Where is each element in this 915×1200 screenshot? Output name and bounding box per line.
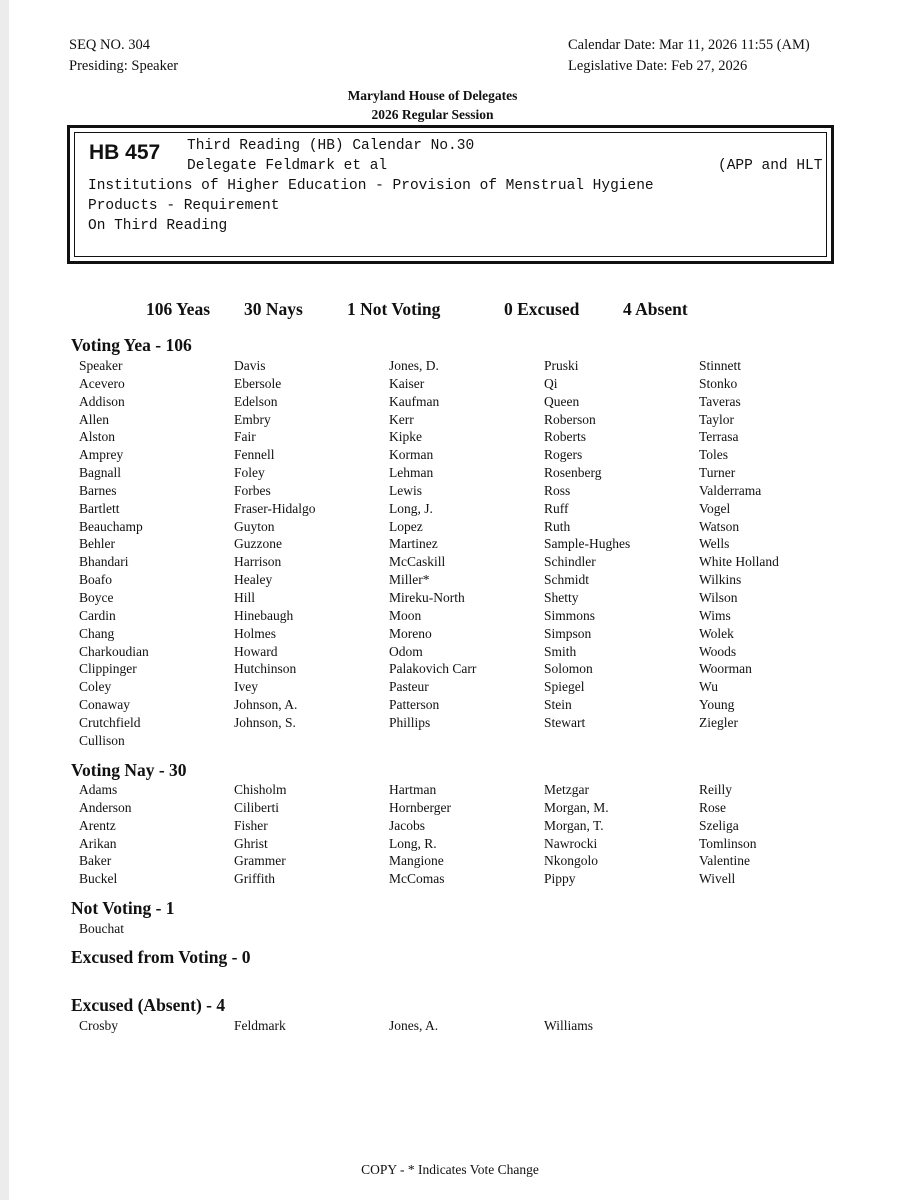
member-name: Chang	[79, 625, 115, 641]
member-name: Long, R.	[389, 835, 437, 851]
member-name: Jacobs	[389, 817, 425, 833]
yea-heading: Voting Yea - 106	[71, 335, 192, 355]
member-name: Rogers	[544, 447, 583, 463]
member-name: Feldmark	[234, 1018, 286, 1033]
legislative-date: Legislative Date: Feb 27, 2026	[568, 58, 748, 74]
member-name: Terrasa	[699, 429, 739, 445]
member-name: Charkoudian	[79, 643, 149, 659]
member-name: Bouchat	[79, 921, 124, 936]
member-name: Addison	[79, 393, 125, 409]
motion: On Third Reading	[88, 218, 228, 234]
member-name: Hinebaugh	[234, 607, 294, 623]
member-name: Tomlinson	[699, 835, 757, 851]
member-name: Behler	[79, 536, 115, 552]
member-name: Adams	[79, 782, 118, 797]
member-name: Griffith	[234, 871, 275, 887]
member-name: Pruski	[544, 358, 579, 373]
member-name: Crutchfield	[79, 714, 141, 730]
member-name: Mangione	[389, 853, 444, 869]
member-name: Hartman	[389, 782, 437, 797]
presiding-officer: Presiding: Speaker	[69, 58, 179, 74]
member-name: Speaker	[79, 358, 123, 373]
member-name: Healey	[234, 572, 273, 588]
member-name: Schindler	[544, 554, 596, 570]
member-name: Queen	[544, 393, 580, 409]
member-name: Watson	[699, 518, 740, 534]
member-name: Toles	[699, 447, 729, 463]
member-name: Moon	[389, 607, 422, 623]
member-name: Lehman	[389, 465, 434, 481]
not-voting-list	[79, 920, 899, 938]
tally-excused: 0 Excused	[504, 299, 580, 319]
member-name: Nawrocki	[544, 835, 598, 851]
member-name: Ziegler	[699, 714, 738, 730]
member-name: Foley	[234, 465, 265, 481]
member-name: Odom	[389, 643, 423, 659]
member-name: Edelson	[234, 393, 278, 409]
footer-note: COPY - * Indicates Vote Change	[361, 1162, 539, 1177]
member-name: Taylor	[699, 411, 735, 427]
member-name: Ruff	[544, 500, 569, 516]
member-name: Bagnall	[79, 465, 121, 481]
member-name: McComas	[389, 871, 445, 887]
member-name: Bhandari	[79, 554, 129, 570]
member-name: Lopez	[389, 518, 423, 534]
member-name: Johnson, A.	[234, 697, 298, 713]
member-name: Long, J.	[389, 500, 433, 516]
member-name: Conaway	[79, 697, 130, 713]
member-name: Palakovich Carr	[389, 661, 477, 677]
member-name: Sample-Hughes	[544, 536, 631, 552]
member-name: White Holland	[699, 554, 779, 570]
member-name: Roberson	[544, 411, 596, 427]
reading-calendar: Third Reading (HB) Calendar No.30	[187, 138, 475, 154]
member-name: Forbes	[234, 482, 271, 498]
member-name: Wilson	[699, 589, 738, 605]
member-name: Pasteur	[389, 679, 429, 695]
excused-absent-heading: Excused (Absent) - 4	[71, 995, 226, 1015]
member-name: Lewis	[389, 482, 422, 498]
member-name: Shetty	[544, 589, 579, 605]
member-name: Korman	[389, 447, 434, 463]
member-name: Solomon	[544, 661, 593, 677]
member-name: Schmidt	[544, 572, 590, 588]
member-name: Ciliberti	[234, 799, 279, 815]
not-voting-heading: Not Voting - 1	[71, 898, 175, 918]
tally-not-voting: 1 Not Voting	[347, 299, 441, 319]
bill-number: HB 457	[89, 141, 161, 164]
member-name: Turner	[699, 465, 736, 481]
calendar-date: Calendar Date: Mar 11, 2026 11:55 (AM)	[568, 37, 810, 53]
member-name: Ruth	[544, 518, 571, 534]
member-name: Szeliga	[699, 817, 739, 833]
header-left	[69, 35, 178, 77]
tally-absent: 4 Absent	[623, 299, 688, 319]
member-name: Chisholm	[234, 782, 287, 797]
member-name: Valentine	[699, 853, 750, 869]
member-name: Hornberger	[389, 799, 451, 815]
bill-title-line2: Products - Requirement	[88, 198, 280, 214]
member-name: Grammer	[234, 853, 286, 869]
member-name: Valderrama	[699, 482, 762, 498]
chamber-title: Maryland House of Delegates	[347, 88, 518, 103]
member-name: Wolek	[699, 625, 734, 641]
member-name: Amprey	[79, 447, 124, 463]
member-name: Fisher	[234, 817, 268, 833]
member-name: Guzzone	[234, 536, 282, 552]
member-name: Metzgar	[544, 782, 589, 797]
nay-heading: Voting Nay - 30	[71, 760, 187, 780]
member-name: Stinnett	[699, 358, 742, 373]
member-name: Rosenberg	[544, 465, 602, 481]
member-name: Kaufman	[389, 393, 440, 409]
bill-box	[67, 125, 834, 264]
member-name: Bartlett	[79, 500, 120, 516]
member-name: Woorman	[699, 661, 752, 677]
member-name: Crosby	[79, 1018, 119, 1033]
member-name: Guyton	[234, 518, 275, 534]
excused-absent-list	[79, 1017, 899, 1035]
member-name: Buckel	[79, 871, 118, 887]
member-name: Beauchamp	[79, 518, 143, 534]
member-name: Coley	[79, 679, 112, 695]
member-name: Kaiser	[389, 375, 425, 391]
member-name: Phillips	[389, 714, 431, 730]
member-name: Fair	[234, 429, 256, 445]
session-title: 2026 Regular Session	[371, 107, 494, 122]
member-name: Smith	[544, 643, 577, 659]
member-name: Arikan	[79, 835, 117, 851]
page-edge	[0, 0, 9, 1200]
member-name: Allen	[79, 411, 109, 427]
member-name: Kipke	[389, 429, 422, 445]
member-name: Morgan, M.	[544, 799, 609, 815]
member-name: Vogel	[699, 500, 731, 516]
member-name: Clippinger	[79, 661, 137, 677]
member-name: Wu	[699, 679, 718, 695]
member-name: Simmons	[544, 607, 596, 623]
member-name: Holmes	[234, 625, 276, 641]
member-name: Hutchinson	[234, 661, 297, 677]
member-name: Davis	[234, 358, 266, 373]
member-name: Ross	[544, 482, 571, 498]
member-name: McCaskill	[389, 554, 446, 570]
member-name: Pippy	[544, 871, 576, 887]
bill-box-inner	[74, 132, 827, 257]
yea-list	[79, 357, 899, 750]
member-name: Taveras	[699, 393, 741, 409]
member-name: Harrison	[234, 554, 282, 570]
member-name: Johnson, S.	[234, 714, 296, 730]
member-name: Martinez	[389, 536, 438, 552]
member-name: Alston	[79, 429, 116, 445]
member-name: Miller*	[389, 572, 430, 588]
member-name: Rose	[699, 799, 726, 815]
member-name: Ebersole	[234, 375, 282, 391]
member-name: Cullison	[79, 732, 125, 748]
member-name: Wells	[699, 536, 730, 552]
member-name: Woods	[699, 643, 737, 659]
member-name: Fraser-Hidalgo	[234, 500, 316, 516]
member-name: Baker	[79, 853, 112, 869]
member-name: Boafo	[79, 572, 112, 588]
member-name: Morgan, T.	[544, 817, 604, 833]
header-right	[568, 35, 810, 77]
member-name: Jones, D.	[389, 358, 439, 373]
member-name: Cardin	[79, 607, 116, 623]
member-name: Jones, A.	[389, 1018, 439, 1033]
member-name: Patterson	[389, 697, 440, 713]
member-name: Hill	[234, 589, 256, 605]
member-name: Howard	[234, 643, 278, 659]
excused-voting-heading: Excused from Voting - 0	[71, 947, 251, 967]
member-name: Spiegel	[544, 679, 585, 695]
member-name: Embry	[234, 411, 271, 427]
member-name: Simpson	[544, 625, 592, 641]
member-name: Wims	[699, 607, 731, 623]
member-name: Kerr	[389, 411, 414, 427]
member-name: Young	[699, 697, 735, 713]
member-name: Boyce	[79, 589, 114, 605]
member-name: Arentz	[79, 817, 116, 833]
member-name: Wilkins	[699, 572, 742, 588]
member-name: Roberts	[544, 429, 586, 445]
member-name: Fennell	[234, 447, 275, 463]
bill-title-line1: Institutions of Higher Education - Provision of Menstrual Hygiene	[88, 178, 654, 194]
member-name: Ivey	[234, 679, 258, 695]
member-name: Wivell	[699, 871, 736, 887]
tally-nays: 30 Nays	[244, 299, 303, 319]
member-name: Williams	[544, 1018, 593, 1033]
member-name: Qi	[544, 375, 558, 391]
member-name: Ghrist	[234, 835, 268, 851]
bill-sponsor: Delegate Feldmark et al	[187, 158, 388, 174]
member-name: Stewart	[544, 714, 586, 730]
member-name: Acevero	[79, 375, 125, 391]
tally-yeas: 106 Yeas	[146, 299, 211, 319]
seq-number: SEQ NO. 304	[69, 37, 150, 53]
member-name: Barnes	[79, 482, 117, 498]
member-name: Moreno	[389, 625, 432, 641]
member-name: Mireku-North	[389, 589, 465, 605]
nay-list	[79, 781, 899, 888]
member-name: Nkongolo	[544, 853, 598, 869]
committee: (APP and HLT	[718, 158, 823, 174]
member-name: Stonko	[699, 375, 738, 391]
member-name: Stein	[544, 697, 572, 713]
member-name: Anderson	[79, 799, 132, 815]
member-name: Reilly	[699, 782, 732, 797]
